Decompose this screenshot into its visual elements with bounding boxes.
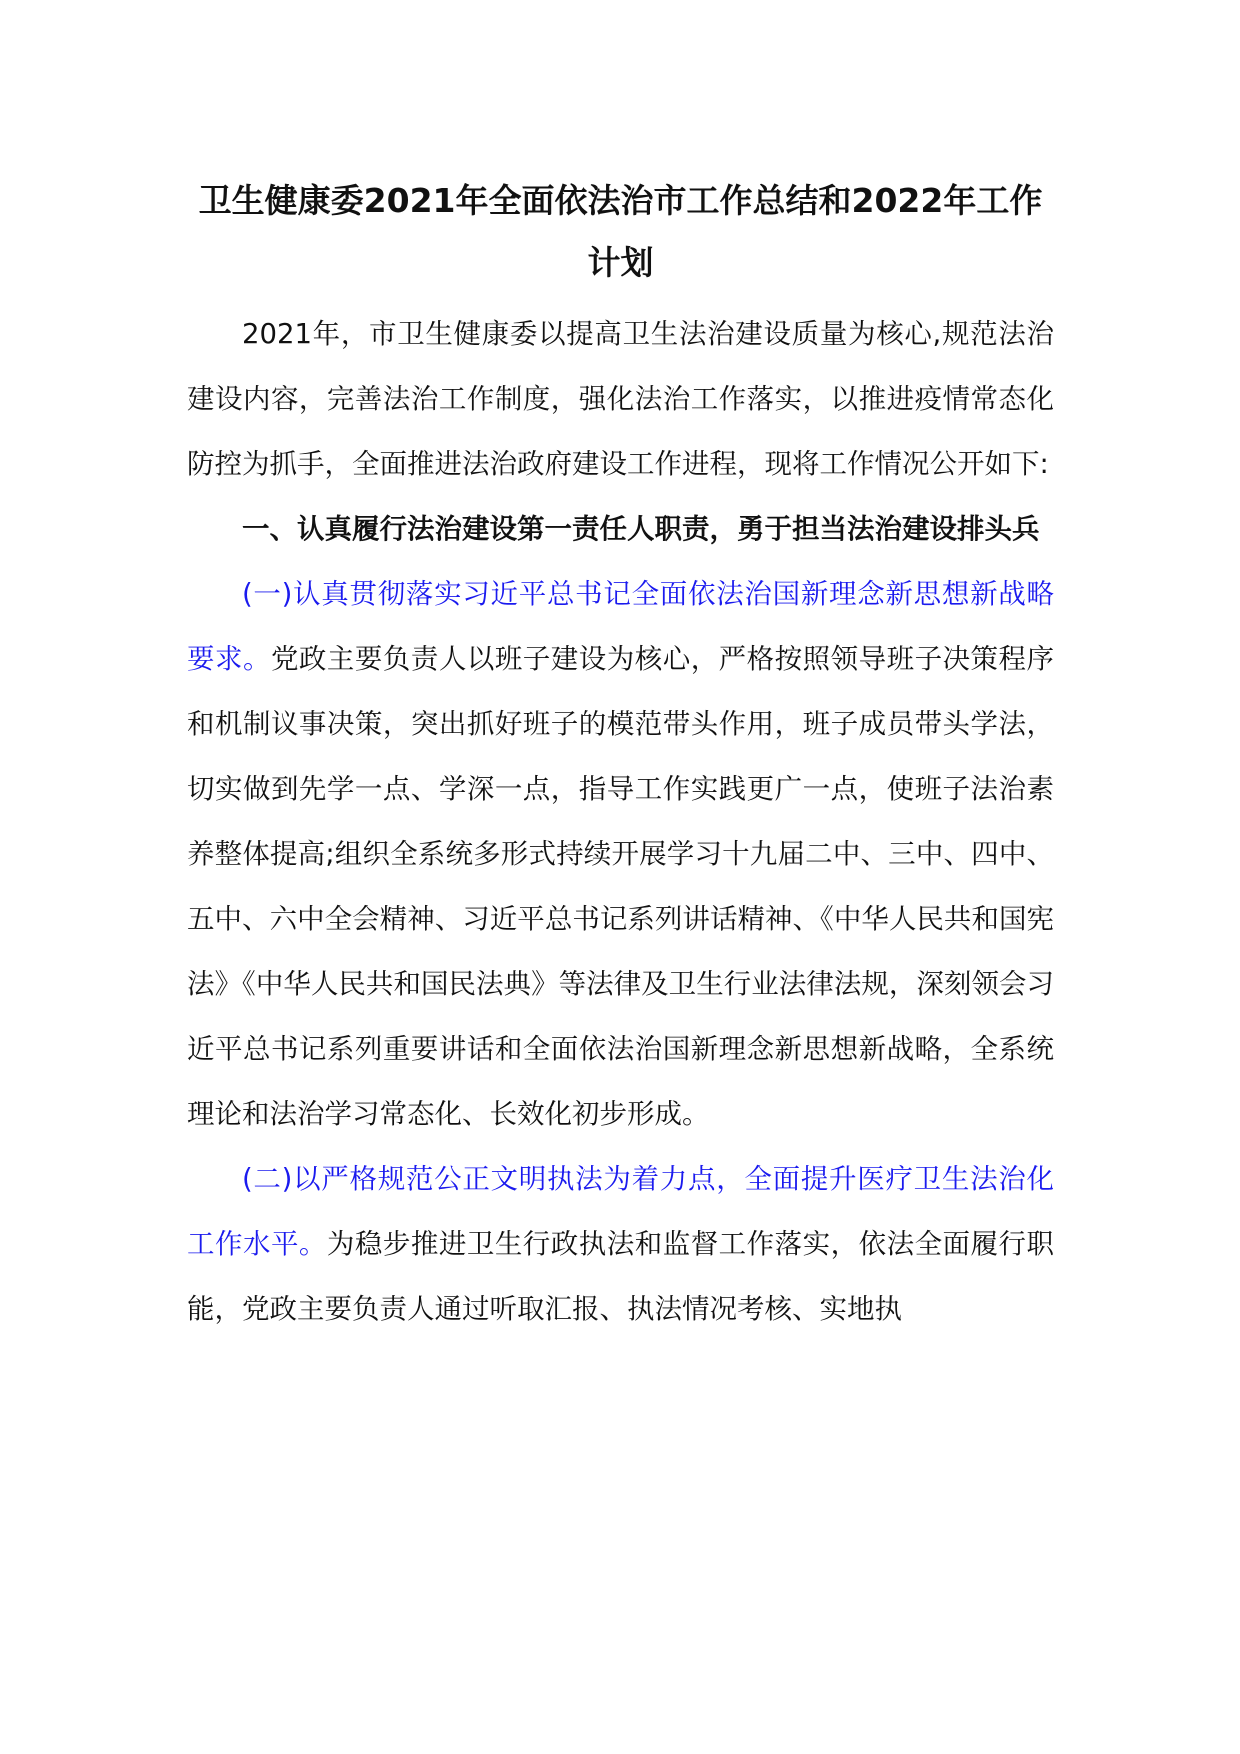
document-title: 卫生健康委2021年全面依法治市工作总结和2022年工作计划 <box>198 181 1043 282</box>
item-body-1: 党政主要负责人以班子建设为核心，严格按照领导班子决策程序和机制议事决策，突出抓好班子的模范带头作用，班子成员带头学法，切实做到先学一点、学深一点，指导工作实践更广一点，使班子法治素养整体提高;组织全系统多形式持续开展学习十九届二中、三中、四中、五中、六中全会精神、习近平总书记系列讲话精神、《中华人民共和国宪法》《中华人民共和国民法典》等法律及卫生行业法律法规，深刻领会习近平总书记系列重要讲话和全面依法治国新理念新思想新战略，全系统理论和法治学习常态化、长效化初步形成。 <box>187 643 1055 1130</box>
item-paragraph-2 <box>187 1147 1054 1342</box>
intro-paragraph: 2021年，市卫生健康委以提高卫生法治建设质量为核心,规范法治建设内容，完善法治工作制度，强化法治工作落实，以推进疫情常态化防控为抓手，全面推进法治政府建设工作进程，现将工作情况公开如下: <box>187 318 1054 480</box>
document-body <box>187 170 1054 1342</box>
item-body-2: 为稳步推进卫生行政执法和监督工作落实，依法全面履行职能，党政主要负责人通过听取汇报、执法情况考核、实地执 <box>187 1228 1055 1325</box>
item-lead-2: (二)以严格规范公正文明执法为着力点，全面提升医疗卫生法治化工作水平。 <box>187 1163 1054 1260</box>
item-lead-1: (一)认真贯彻落实习近平总书记全面依法治国新理念新思想新战略要求。 <box>187 578 1054 675</box>
item-paragraph-1 <box>187 562 1054 1147</box>
section-heading: 一、认真履行法治建设第一责任人职责，勇于担当法治建设排头兵 <box>242 513 1040 545</box>
